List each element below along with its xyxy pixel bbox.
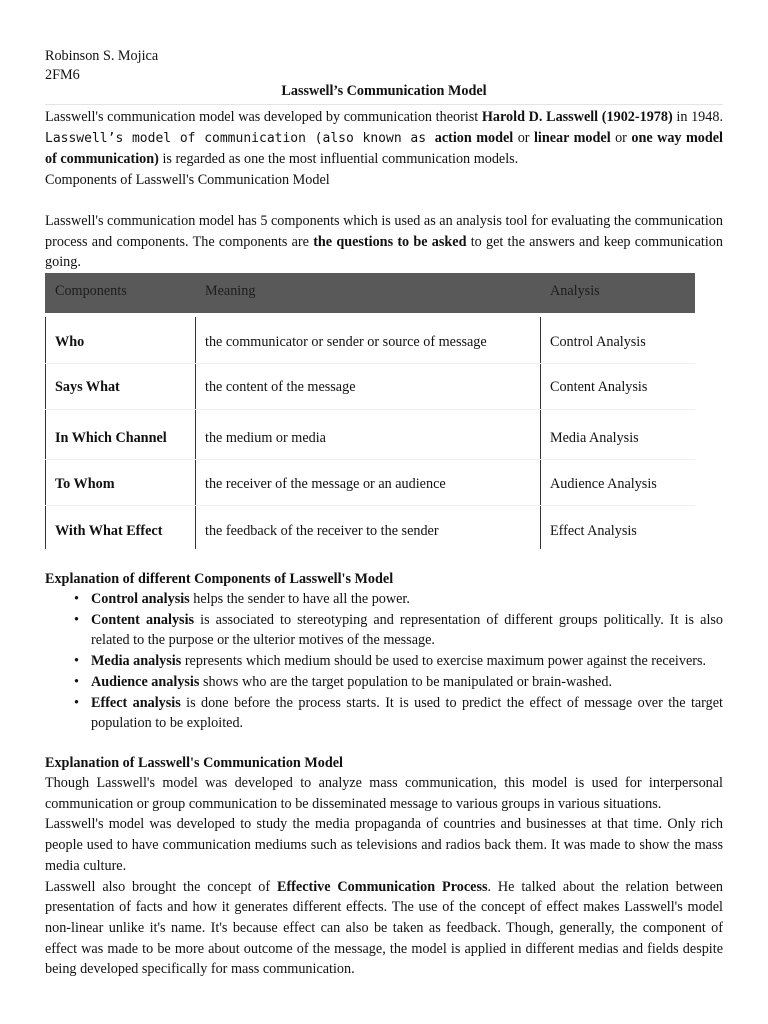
header-components: Components: [55, 283, 127, 299]
components-explanation-heading: Explanation of different Components of Lasswell's Model: [45, 571, 394, 587]
author-name: Robinson S. Mojica: [45, 48, 159, 64]
row-meaning: the receiver of the message or an audience: [205, 476, 446, 492]
row-divider: [45, 363, 695, 364]
row-analysis: Effect Analysis: [550, 523, 637, 539]
list-item: • Effect analysis is done before the process starts. It is used to predict the effect of message over the target population to be exploited.: [74, 694, 723, 732]
bullet-icon: •: [74, 653, 79, 670]
row-component: Who: [55, 334, 85, 350]
bullet-icon: •: [74, 591, 79, 607]
row-divider: [45, 409, 695, 410]
row-analysis: Audience Analysis: [550, 476, 657, 492]
document-title: Lasswell’s Communication Model: [281, 83, 487, 99]
model-explanation-text: [45, 773, 723, 980]
components-paragraph: Lasswell's communication model has 5 components which is used as an analysis tool for evaluating the communication process and components. The components are the questions to be asked to get the answers and keep communication going.: [45, 213, 723, 271]
title-divider: [45, 104, 723, 105]
table-separator-1: [195, 317, 196, 549]
row-component: Says What: [55, 379, 120, 395]
table-separator-2: [540, 317, 541, 549]
row-meaning: the content of the message: [205, 379, 356, 395]
row-component: With What Effect: [55, 523, 163, 539]
row-analysis: Content Analysis: [550, 379, 648, 395]
paragraph: Though Lasswell's model was developed to analyze mass communication, this model is used for interpersonal communication or group communication to be disseminated message to various groups in various situations.: [45, 775, 723, 812]
row-component: In Which Channel: [55, 430, 167, 446]
bullet-icon: •: [74, 673, 79, 690]
row-analysis: Control Analysis: [550, 334, 646, 350]
bullet-icon: •: [74, 694, 79, 711]
list-item: • Control analysis helps the sender to have all the power.: [45, 589, 723, 610]
row-component: To Whom: [55, 476, 115, 492]
row-divider: [45, 505, 695, 506]
model-explanation-heading: Explanation of Lasswell's Communication Model: [45, 755, 343, 771]
row-divider: [45, 459, 695, 460]
components-subheading: Components of Lasswell's Communication Model: [45, 172, 330, 188]
list-item: • Content analysis is associated to stereotyping and representation of different groups politically. It is also related to the purpose or the ulterior motives of the message.: [74, 611, 723, 649]
row-meaning: the feedback of the receiver to the sender: [205, 523, 439, 539]
row-meaning: the medium or media: [205, 430, 326, 446]
bullet-icon: •: [74, 611, 79, 628]
list-item: • Media analysis represents which medium should be used to exercise maximum power against the receivers.: [45, 651, 723, 672]
row-meaning: the communicator or sender or source of message: [205, 334, 487, 350]
intro-paragraph: Lasswell's communication model was developed by communication theorist Harold D. Lasswell (1902-1978) in 1948. Lasswell’s model of communication (also known as action model or linear model or one way model of communication) is regarded as one the most influential communication models.: [45, 109, 723, 168]
header-meaning: Meaning: [205, 283, 256, 299]
header-analysis: Analysis: [550, 283, 600, 299]
row-analysis: Media Analysis: [550, 430, 639, 446]
analysis-list: [45, 589, 723, 734]
list-item: • Audience analysis shows who are the target population to be manipulated or brain-washed.: [45, 672, 723, 693]
paragraph: Lasswell's model was developed to study the media propaganda of countries and businesses at that time. Only rich people used to have communication mediums such as televisions and radios back them. It was made to show the mass media culture.: [45, 816, 723, 874]
table-border-left: [45, 317, 46, 549]
table-header: [45, 273, 695, 313]
paragraph: Lasswell also brought the concept of Effective Communication Process. He talked about the relation between presentation of facts and how it generates different effects. The use of the concept of effect makes Lasswell's model non-linear unlike it's name. It's because effect can also be taken as feedback. Though, generally, the component of effect was made to be more about outcome of the message, the model is applied in different medias and fields despite being developed specifically for mass communication.: [45, 878, 723, 978]
section-code: 2FM6: [45, 67, 80, 83]
